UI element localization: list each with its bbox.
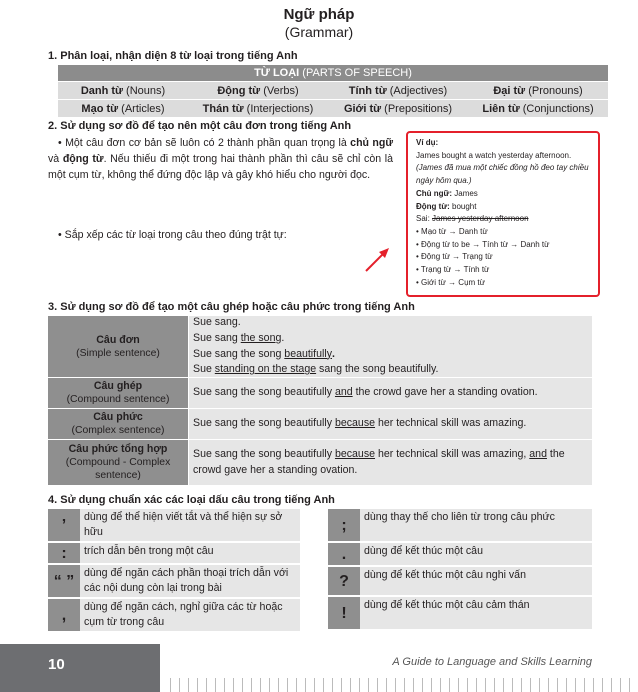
example-box	[406, 131, 600, 297]
table-row	[48, 440, 592, 486]
header-bold: TỪ LOẠI	[254, 67, 300, 79]
subject-label: Chủ ngữ:	[416, 188, 453, 198]
punctuation-desc: dùng để ngăn cách, nghỉ giữa các từ hoặc cụm từ trong câu	[84, 601, 283, 628]
row-examples	[188, 440, 592, 485]
page-footer	[0, 644, 638, 692]
row-label	[48, 409, 188, 439]
pos-english: (Prepositions)	[381, 103, 453, 115]
text: Sue sang the song beautifully	[193, 417, 335, 430]
type-name: Câu phức tổng hợp	[68, 443, 168, 455]
underlined-text: the song	[240, 331, 282, 344]
text: Sue sang the song beautifully	[193, 447, 335, 460]
footer-book-title: A Guide to Language and Skills Learning	[392, 656, 592, 668]
punctuation-colon	[48, 543, 300, 563]
pos-cell	[328, 82, 468, 99]
section-1-heading: 1. Phân loại, nhận diện 8 từ loại trong tiếng Anh	[48, 50, 298, 62]
example-line	[193, 447, 588, 478]
para-text: và	[48, 153, 63, 165]
punctuation-desc: dùng để kết thúc một câu	[364, 545, 483, 557]
section-4-heading: 4. Sử dụng chuẩn xác các loại dấu câu trong tiếng Anh	[48, 494, 335, 506]
wrong-label: Sai:	[416, 214, 433, 224]
example-subject	[416, 188, 590, 201]
punctuation-desc: dùng để ngăn cách phần thoại trích dẫn với các nội dung còn lại trong bài	[84, 567, 289, 594]
pos-term: Tính từ	[348, 85, 387, 97]
pos-english: (Nouns)	[123, 85, 166, 97]
underlined-text: and	[334, 386, 353, 399]
pos-term: Động từ	[217, 85, 261, 97]
example-line: Sue sang.	[193, 316, 241, 329]
header-rest: (PARTS OF SPEECH)	[299, 67, 412, 79]
example-translation: (James đã mua một chiếc đồng hồ đeo tay chiều ngày hôm qua.)	[416, 163, 589, 186]
footer-ruler	[170, 678, 638, 692]
exclamation-mark-icon: !	[328, 597, 360, 629]
section-3-heading: 3. Sử dụng sơ đồ để tạo một câu ghép hoặc câu phức trong tiếng Anh	[48, 301, 415, 313]
footer-bar	[0, 644, 160, 692]
subject-value: James	[452, 188, 478, 198]
type-english: (Compound - Complex sentence)	[65, 457, 171, 481]
underlined-text: standing on the stage	[214, 363, 317, 376]
rule-item: • Giới từ → Cụm từ	[416, 277, 485, 287]
table-row	[48, 378, 592, 409]
type-english: (Simple sentence)	[76, 347, 160, 359]
punctuation-desc: dùng để kết thúc một câu nghi vấn	[364, 569, 526, 581]
page-number: 10	[48, 656, 65, 673]
para-bold-verb: động từ	[62, 153, 104, 165]
underlined-text: beautifully	[284, 347, 332, 360]
punctuation-desc: dùng thay thế cho liên từ trong câu phức	[364, 511, 555, 523]
punctuation-period	[328, 543, 592, 565]
pos-row-2	[58, 99, 608, 117]
pos-english: (Articles)	[118, 103, 165, 115]
pos-english: (Interjections)	[243, 103, 314, 115]
page-title: Ngữ pháp	[283, 6, 355, 23]
punctuation-comma	[48, 599, 300, 631]
underlined-text: and	[529, 447, 547, 460]
text: Sue sang the song beautifully	[193, 386, 335, 399]
text: Sue sang	[193, 331, 241, 344]
apostrophe-icon: ’	[48, 509, 80, 541]
type-english: (Complex sentence)	[71, 425, 165, 436]
section-2-heading: 2. Sử dụng sơ đồ để tạo nên một câu đơn trong tiếng Anh	[48, 120, 352, 132]
example-label: Ví dụ:	[416, 138, 439, 147]
text: Sue	[193, 363, 215, 376]
text: sang the song beautifully.	[316, 363, 439, 376]
pos-term: Thán từ	[202, 103, 244, 115]
verb-label: Động từ:	[416, 201, 450, 211]
rule-item: • Động từ to be → Tính từ → Danh từ	[416, 239, 550, 249]
text: her technical skill was amazing.	[375, 417, 527, 430]
punctuation-desc: dùng để thể hiện viết tắt và thể hiện sự sở hữu	[84, 511, 283, 538]
para-text: . Nếu thiếu đi một trong hai thành phần thì câu sẽ chỉ còn là một cụm từ, không thể đứng độc lập và gây khó hiểu cho người đọc.	[48, 153, 393, 181]
example-line	[193, 362, 588, 378]
underlined-text: because	[334, 417, 376, 430]
underlined-text: because	[334, 447, 376, 460]
example-line	[193, 416, 588, 432]
text: .	[281, 331, 285, 344]
sentence-types-table	[48, 316, 592, 486]
pos-english: (Conjunctions)	[519, 103, 594, 115]
para-bold-subject: chủ ngữ	[350, 137, 394, 149]
colon-icon: :	[48, 543, 80, 563]
row-examples	[188, 316, 592, 377]
red-arrow-icon	[364, 245, 392, 273]
row-label	[48, 316, 188, 377]
pos-english: (Verbs)	[260, 85, 299, 97]
word-order-note: • Sắp xếp các từ loại trong câu theo đúng trật tự:	[58, 229, 287, 241]
period-icon: .	[328, 543, 360, 565]
text: the crowd gave her a standing ovation.	[352, 386, 538, 399]
text: her technical skill was amazing,	[375, 447, 530, 460]
pos-term: Giới từ	[343, 103, 382, 115]
punctuation-exclamation	[328, 597, 592, 629]
punctuation-quotes	[48, 565, 300, 597]
table-row	[48, 409, 592, 440]
type-english: (Compound sentence)	[66, 394, 170, 405]
example-line	[193, 385, 588, 401]
type-name: Câu phức	[93, 411, 143, 423]
question-mark-icon: ?	[328, 567, 360, 595]
pos-term: Liên từ	[482, 103, 520, 115]
punctuation-semicolon	[328, 509, 592, 541]
table-row	[48, 316, 592, 378]
parts-of-speech-header	[58, 65, 608, 81]
pos-term: Mạo từ	[81, 103, 119, 115]
wrong-value: James yesterday afternoon	[432, 214, 529, 224]
pos-cell	[468, 100, 608, 117]
punctuation-desc: trích dẫn bên trong một câu	[84, 545, 214, 557]
type-name: Câu đơn	[96, 333, 140, 346]
pos-cell	[468, 82, 608, 99]
row-examples	[188, 378, 592, 408]
pos-english: (Pronouns)	[525, 85, 583, 97]
row-label	[48, 378, 188, 408]
punctuation-apostrophe	[48, 509, 300, 541]
section-2-paragraph	[48, 135, 393, 183]
pos-english: (Adjectives)	[386, 85, 448, 97]
pos-term: Danh từ	[80, 85, 123, 97]
pos-cell	[328, 100, 468, 117]
comma-icon: ,	[48, 599, 80, 631]
example-sentence: James bought a watch yesterday afternoon.	[416, 150, 572, 160]
parts-of-speech-table	[58, 65, 608, 117]
verb-value: bought	[449, 201, 477, 211]
text: the crowd gave her a standing ovation.	[193, 447, 565, 476]
pos-cell	[58, 82, 188, 99]
rule-item: • Động từ → Trạng từ	[416, 252, 493, 262]
example-line	[193, 347, 588, 363]
type-name: Câu ghép	[93, 380, 143, 392]
rule-item: • Mạo từ → Danh từ	[416, 226, 488, 236]
punctuation-desc: dùng để kết thúc một câu cảm thán	[364, 599, 530, 611]
text: .	[332, 347, 335, 360]
punctuation-question	[328, 567, 592, 595]
page-subtitle: (Grammar)	[284, 24, 354, 40]
pos-cell	[188, 82, 328, 99]
pos-cell	[188, 100, 328, 117]
example-verb	[416, 201, 590, 214]
semicolon-icon: ;	[328, 509, 360, 541]
row-examples	[188, 409, 592, 439]
text: Sue sang the song	[193, 347, 285, 360]
para-text: • Một câu đơn cơ bản sẽ luôn có 2 thành phần quan trọng là	[58, 137, 351, 149]
rule-item: • Trạng từ → Tính từ	[416, 265, 490, 275]
example-line	[193, 331, 588, 347]
quotation-marks-icon: “ ”	[48, 565, 80, 597]
pos-cell	[58, 100, 188, 117]
pos-row-1	[58, 81, 608, 99]
example-wrong	[416, 213, 590, 226]
row-label	[48, 440, 188, 485]
pos-term: Đại từ	[493, 85, 526, 97]
